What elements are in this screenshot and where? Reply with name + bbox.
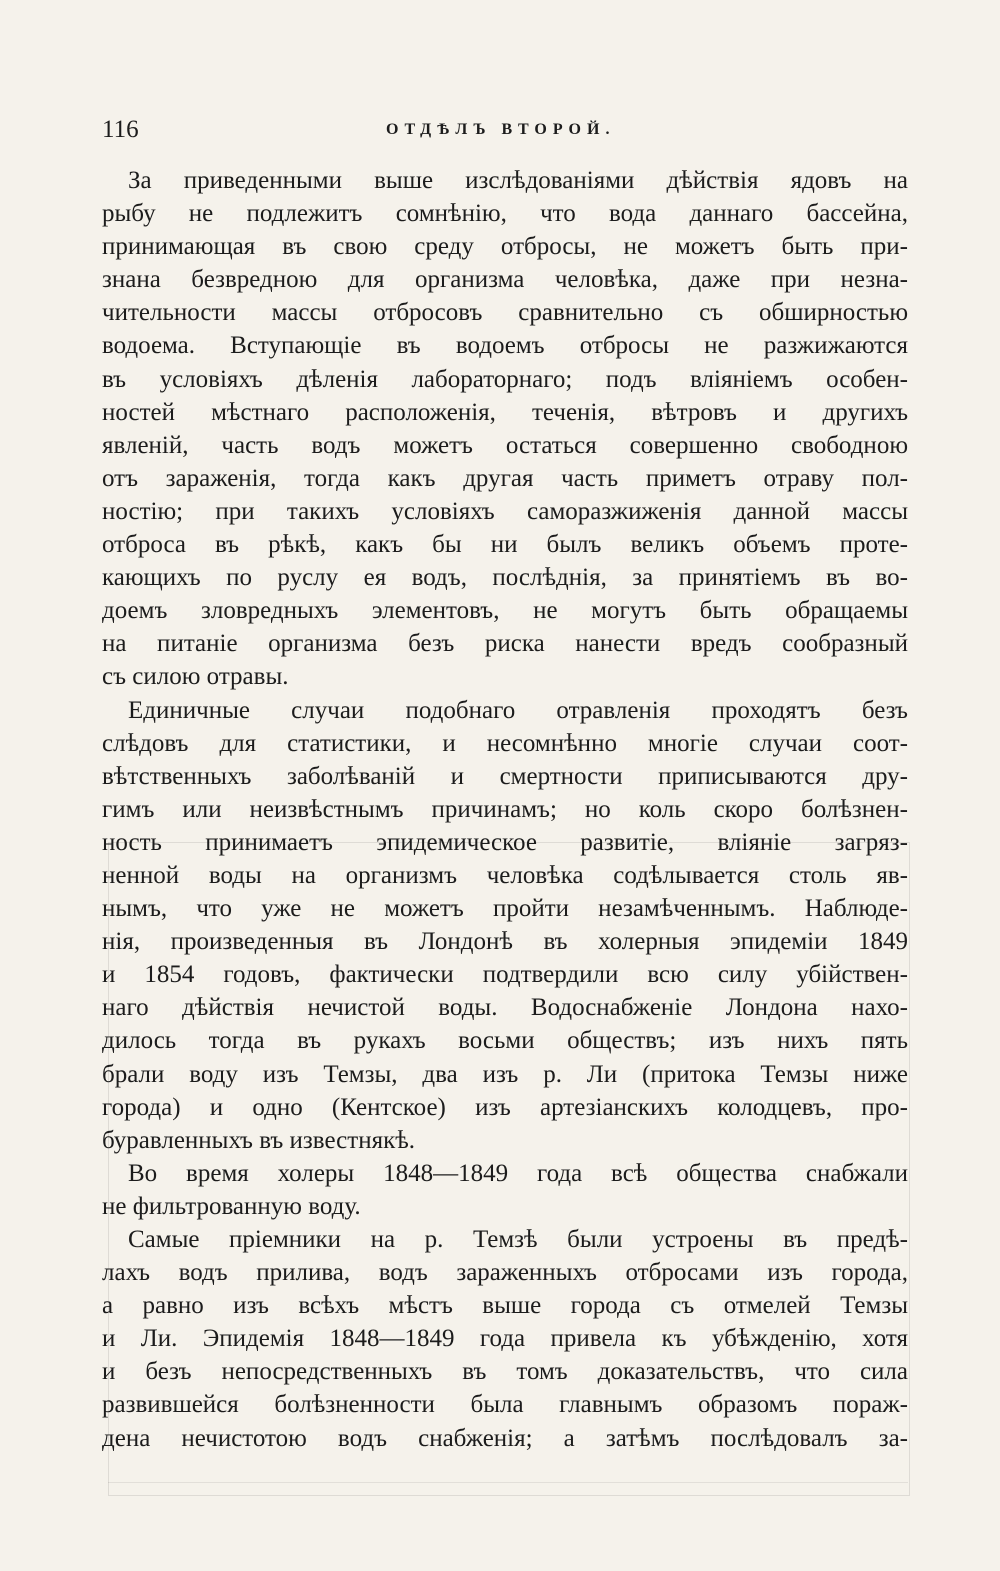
bleed-through-rule <box>108 1482 908 1483</box>
text-line: ностію; при такихъ условіяхъ саморазжиженія данной массы <box>102 497 908 525</box>
text-line: Во время холеры 1848—1849 года всѣ общества снабжали <box>128 1159 908 1187</box>
text-line: ность принимаетъ эпидемическое развитіе, вліяніе загряз- <box>102 828 908 856</box>
text-line: и 1854 годовъ, фактически подтвердили всю силу убійствен- <box>102 961 908 989</box>
text-line: и Ли. Эпидемія 1848—1849 года привела къ убѣжденію, хотя <box>102 1325 908 1353</box>
text-line: доемъ зловредныхъ элементовъ, не могутъ быть обращаемы <box>102 597 908 625</box>
text-line: слѣдовъ для статистики, и несомнѣнно многіе случаи соот- <box>102 729 908 757</box>
page-number: 116 <box>102 116 139 143</box>
text-line: кающихъ по руслу ея водъ, послѣднія, за принятіемъ въ во- <box>102 564 908 592</box>
text-line: вѣтственныхъ заболѣваній и смертности приписываются дру- <box>102 762 908 790</box>
text-line: дилось тогда въ рукахъ восьми обществъ; изъ нихъ пять <box>102 1027 908 1055</box>
text-line: наго дѣйствія нечистой воды. Водоснабженіе Лондона нахо- <box>102 994 908 1022</box>
text-line: ненной воды на организмъ человѣка содѣлывается столь яв- <box>102 861 908 889</box>
paragraph <box>102 164 908 694</box>
text-line: лахъ водъ прилива, водъ зараженныхъ отбросами изъ города, <box>102 1259 908 1287</box>
text-line: водоема. Вступающіе въ водоемъ отбросы не разжижаются <box>102 332 908 360</box>
text-line: Единичные случаи подобнаго отравленія проходятъ безъ <box>128 696 908 724</box>
text-line: развившейся болѣзненности была главнымъ образомъ пораж- <box>102 1391 908 1419</box>
text-line: За приведенными выше изслѣдованіями дѣйствія ядовъ на <box>128 167 908 194</box>
text-line: рыбу не подлежитъ сомнѣнію, что вода даннаго бассейна, <box>102 200 908 228</box>
text-line: и безъ непосредственныхъ въ томъ доказательствъ, что сила <box>102 1358 908 1386</box>
text-line: нія, произведенныя въ Лондонѣ въ холерныя эпидеміи 1849 <box>102 928 908 956</box>
text-line: знана безвредною для организма человѣка, даже при незна- <box>102 266 908 294</box>
paragraph <box>102 694 908 1157</box>
text-line: отброса въ рѣкѣ, какъ бы ни былъ великъ объемъ проте- <box>102 531 908 559</box>
text-line: явленій, часть водъ можетъ остаться совершенно свободною <box>102 431 908 459</box>
section-title: ОТДѢЛЪ ВТОРОЙ. <box>386 121 616 138</box>
text-line: Самые пріемники на р. Темзѣ были устроены въ предѣ- <box>128 1226 908 1253</box>
text-line: отъ зараженія, тогда какъ другая часть приметъ отраву пол- <box>102 464 908 492</box>
text-line: дена нечистотою водъ снабженія; а затѣмъ послѣдовалъ за- <box>102 1424 908 1452</box>
text-line: чительности массы отбросовъ сравнительно съ обширностью <box>102 299 908 327</box>
text-line: гимъ или неизвѣстнымъ причинамъ; но коль скоро болѣзнен- <box>102 795 908 823</box>
text-line: нымъ, что уже не можетъ пройти незамѣченнымъ. Наблюде- <box>102 895 908 923</box>
text-line: принимающая въ свою среду отбросы, не можетъ быть при- <box>102 233 908 261</box>
text-line: города) и одно (Кентское) изъ артезіанскихъ колодцевъ, про- <box>102 1093 908 1121</box>
text-line: брали воду изъ Темзы, два изъ р. Ли (притока Темзы ниже <box>102 1060 908 1088</box>
text-line: буравленныхъ въ известнякѣ. <box>102 1126 416 1154</box>
text-line: на питаніе организма безъ риска нанести вредъ сообразный <box>102 630 908 658</box>
text-line: съ силою отравы. <box>102 663 289 691</box>
running-head <box>102 112 908 148</box>
text-line: ностей мѣстнаго расположенія, теченія, вѣтровъ и другихъ <box>102 398 908 426</box>
text-line: не фильтрованную воду. <box>102 1192 361 1220</box>
text-line: а равно изъ всѣхъ мѣстъ выше города съ отмелей Темзы <box>102 1292 908 1320</box>
paragraph <box>102 1157 908 1223</box>
text-line: въ условіяхъ дѣленія лабораторнаго; подъ вліяніемъ особен- <box>102 365 908 393</box>
body-text <box>102 164 908 1455</box>
paragraph <box>102 1223 908 1455</box>
